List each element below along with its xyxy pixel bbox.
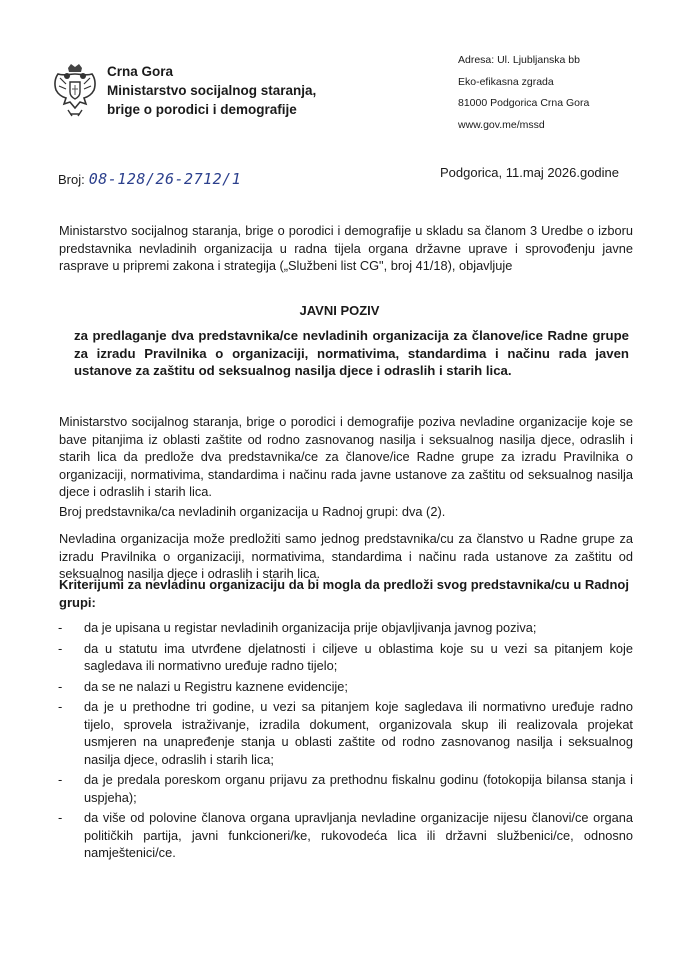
list-item [58, 678, 633, 696]
address-block [458, 50, 589, 136]
document-date: Podgorica, 11.maj 2026.godine [440, 165, 619, 180]
reference-number [58, 170, 241, 188]
document-subtitle: za predlaganje dva predstavnika/ce nevladinih organizacija za članove/ice Radne grupe za izradu Pravilnika o organizaciji, normativima, standardima i načinu rada javen ustanove za zaštitu od seksualnog nasilja djece i odraslih i starih lica. [74, 328, 629, 378]
bullet-dash: - [58, 699, 63, 714]
org-line-ministry: Ministarstvo socijalnog staranja, [107, 83, 317, 98]
criteria-heading: Kriterijumi za nevladinu organizaciju da bi mogla da predloži svog predstavnika/cu u Radnoj grupi: [59, 577, 629, 610]
body-paragraph-2: Broj predstavnika/ca nevladinih organizacija u Radnoj grupi: dva (2). [59, 504, 446, 519]
bullet-dash: - [58, 620, 63, 635]
coat-of-arms-icon [50, 62, 100, 120]
criteria-list [58, 619, 633, 865]
body-paragraph-3: Nevladina organizacija može predložiti samo jednog predstavnika/cu za članstvo u Radne grupe za izradu Pravilnika o organizaciji, normativima, standardima i načinu rada ustanove za zaštitu od seksualnog nasilja djece i odraslih i starih lica. [59, 531, 633, 581]
document-title: JAVNI POZIV [299, 303, 380, 318]
ministry-header [107, 62, 316, 119]
address-city: 81000 Podgorica Crna Gora [458, 97, 590, 109]
criteria-item-text: da je upisana u registar nevladinih organizacija prije objavljivanja javnog poziva; [84, 620, 537, 635]
reference-handwritten-number: 08-128/26-2712/1 [88, 170, 242, 188]
bullet-dash: - [58, 640, 63, 656]
bullet-dash: - [58, 678, 63, 694]
list-item [58, 809, 633, 862]
criteria-item-text: da je u prethodne tri godine, u vezi sa pitanjem koje sagledava ili normativno uređuje radno tijelo, sprovela istraživanje, izradila dokument, organizovala skup ili realizovala projekat usmjeren na unapređenje stanja u oblasti zaštite od rodno zasnovanog nasilja i seksualnog nasilja djece, odraslih i starih lica; [84, 699, 633, 767]
address-street: Adresa: Ul. Ljubljanska bb [458, 54, 580, 66]
list-item [58, 698, 633, 768]
list-item [58, 619, 633, 637]
org-line-ministry-cont: brige o porodici i demografije [107, 102, 297, 117]
address-building: Eko-efikasna zgrada [458, 75, 554, 88]
criteria-item-text: da se ne nalazi u Registru kaznene evidencije; [84, 678, 348, 694]
reference-label: Broj: [58, 172, 85, 187]
org-line-country: Crna Gora [107, 64, 174, 79]
criteria-item-text: da u statutu ima utvrđene djelatnosti i ciljeve u oblastima koje su u vezi sa pitanjem koje sagledava ili normativno uređuje radno tijelo; [84, 640, 633, 673]
criteria-item-text: da je predala poreskom organu prijavu za prethodnu fiskalnu godinu (fotokopija bilansa stanja i uspjeha); [84, 772, 633, 805]
list-item [58, 640, 633, 675]
criteria-item-text: da više od polovine članova organa upravljanja nevladine organizacije nijesu članovi/ce organa političkih partija, javni funkcioneri/ke, rukovodeća lica ili državni službenici/ce, odnosno namještenici/ce. [84, 810, 633, 860]
address-website: www.gov.me/mssd [458, 118, 545, 131]
intro-paragraph: Ministarstvo socijalnog staranja, brige o porodici i demografije u skladu sa članom 3 Uredbe o izboru predstavnika nevladinih organizacija u radna tijela organa državne uprave i sprovođenju javne rasprave u pripremi zakona i strategija („Službeni list CG", broj 41/18), objavljuje [59, 223, 633, 273]
bullet-dash: - [58, 810, 63, 825]
list-item [58, 771, 633, 806]
bullet-dash: - [58, 772, 63, 787]
body-paragraph-1: Ministarstvo socijalnog staranja, brige o porodici i demografije poziva nevladine organizacije koje se bave pitanjima iz oblasti zaštite od rodno zasnovanog nasilja i seksualnog nasilja djece, odraslih i starih lica da predlože dva predstavnika/ce za članove/ice Radne grupe za izradu Pravilnika o organizaciji, normativima, standardima i načinu rada javne ustanove za zaštitu od seksualnog nasilja djece i odraslih i starih lica. [59, 414, 633, 499]
